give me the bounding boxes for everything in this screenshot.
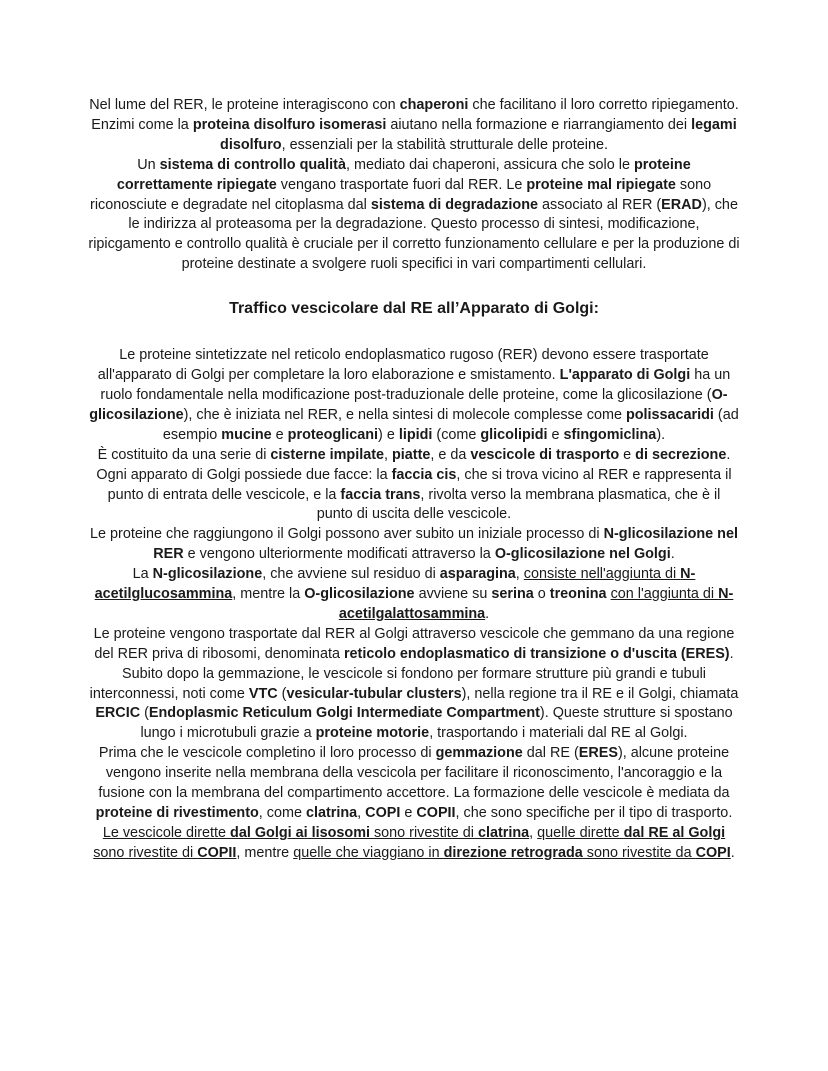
- text-run: (come: [432, 426, 481, 443]
- text-run: aiutano nella formazione e riarrangiamento dei: [386, 116, 692, 133]
- bold-term: COPI: [695, 844, 731, 861]
- bold-term: vesicular-tubular clusters: [286, 685, 462, 702]
- text-run: . Subito dopo la gemmazione, le vescicole si fondono per formare strutture più grandi e tubuli interconnessi, noti come: [89, 645, 734, 702]
- text-run: sono rivestite di: [369, 824, 478, 841]
- text-run: ), che è iniziata nel RER, e nella sintesi di molecole complesse come: [183, 406, 626, 423]
- paragraph-trasporto-golgi: [88, 346, 740, 446]
- bold-term: O-glicosilazione: [304, 586, 415, 603]
- paragraph-rivestimento: [88, 744, 740, 863]
- bold-term: serina: [491, 586, 534, 603]
- text-run: ), alcune proteine vengono inserite nella membrana della vescicola per facilitare il riconoscimento, l'ancoraggio e la fusione con la membrana del compartimento accettore. La formazione delle vescicole è mediata da: [98, 745, 730, 802]
- bold-term: ERCIC: [95, 705, 141, 722]
- bold-term: sfingomiclina: [563, 426, 657, 443]
- bold-term: mucine: [221, 426, 272, 443]
- bold-term: N-acetilglucosammina: [94, 566, 696, 603]
- text-run: , trasportando i materiali dal RE al Golgi.: [429, 725, 688, 742]
- bold-term: N-glicosilazione: [152, 566, 263, 583]
- bold-term: proteina disolfuro isomerasi: [192, 116, 387, 133]
- text-run: Nel lume del RER, le proteine interagiscono con: [89, 97, 400, 113]
- text-run: ,: [357, 805, 366, 821]
- text-run: e vengono ulteriormente modificati attraverso la: [183, 546, 495, 563]
- text-run: e: [271, 426, 288, 443]
- text-run: ,: [515, 566, 524, 583]
- bold-term: faccia cis: [391, 466, 457, 483]
- text-run: Le vescicole dirette: [102, 824, 231, 841]
- text-run: vengano trasportate fuori dal RER. Le: [276, 176, 527, 193]
- text-run: dal RE (: [522, 745, 579, 762]
- bold-term: piatte: [392, 446, 431, 463]
- bold-term: faccia trans: [340, 486, 421, 503]
- bold-term: glicolipidi: [480, 426, 548, 443]
- text-run: sono rivestite da: [582, 844, 696, 861]
- document-body: [88, 96, 740, 864]
- paragraph-facce-golgi: [88, 466, 740, 526]
- text-run: , che sono specifiche per il tipo di trasporto.: [455, 805, 733, 821]
- bold-term: COPI: [365, 805, 401, 821]
- bold-term: L'apparato di Golgi: [559, 367, 691, 384]
- text-run: , mediato dai chaperoni, assicura che solo le: [345, 156, 634, 173]
- text-run: ), nella regione tra il RE e il Golgi, chiamata: [461, 685, 739, 702]
- text-run: e: [400, 805, 417, 821]
- text-run: avviene su: [414, 586, 492, 603]
- text-run: quelle che viaggiano in: [293, 844, 444, 861]
- text-run: che facilitano il loro corretto ripiegamento. Enzimi come la: [91, 97, 739, 133]
- text-run: associato al RER (: [538, 196, 662, 213]
- paragraph-vescicole-eres: [88, 625, 740, 744]
- bold-term: polissacaridi: [625, 406, 714, 423]
- text-run: (: [277, 685, 287, 702]
- text-run: e: [547, 426, 564, 443]
- bold-term: COPII: [197, 844, 237, 861]
- bold-term: clatrina: [477, 824, 530, 841]
- text-run: ha un ruolo fondamentale nella modificazione post-traduzionale delle proteine, come la glicosilazione (: [100, 367, 731, 403]
- text-run: sono rivestite di: [93, 844, 198, 861]
- text-run: , come: [258, 805, 306, 821]
- bold-term: ERAD: [661, 196, 702, 213]
- text-run: .: [670, 546, 675, 563]
- bold-term: proteoglicani: [287, 426, 379, 443]
- text-run: Un: [137, 156, 160, 173]
- text-run: .: [485, 605, 490, 622]
- bold-term: asparagina: [439, 566, 516, 583]
- text-run: ,: [384, 446, 392, 463]
- text-run: , e da: [430, 446, 471, 463]
- bold-term: O-glicosilazione nel Golgi: [494, 546, 671, 563]
- text-run: (ad esempio: [162, 406, 739, 443]
- text-run: La: [132, 566, 153, 583]
- text-run: quelle dirette: [537, 824, 624, 841]
- text-run: È costituito da una serie di: [97, 446, 271, 463]
- bold-term: direzione retrograda: [443, 844, 583, 861]
- text-run: o: [533, 586, 550, 603]
- bold-term: O-glicosilazione: [89, 386, 728, 423]
- bold-term: proteine di rivestimento: [95, 805, 259, 821]
- text-run: , essenziali per la stabilità strutturale delle proteine.: [281, 136, 608, 153]
- text-run: , mentre la: [232, 586, 305, 603]
- paragraph-chaperoni: [88, 96, 740, 156]
- text-run: ).: [656, 426, 666, 443]
- bold-term: clatrina: [305, 805, 358, 821]
- text-run: con l'aggiunta di: [610, 586, 719, 603]
- bold-term: lipidi: [398, 426, 433, 443]
- text-run: , che avviene sul residuo di: [262, 566, 440, 583]
- bold-term: proteine correttamente ripiegate: [116, 156, 691, 193]
- paragraph-n-o-glicosilazione: [88, 565, 740, 625]
- text-run: ). Queste strutture si spostano lungo i microtubuli grazie a: [140, 705, 733, 742]
- section-heading: Traffico vescicolare dal RE all’Apparato di Golgi:: [229, 300, 599, 318]
- bold-term: di secrezione: [635, 446, 727, 463]
- text-run: (: [140, 705, 149, 722]
- text-run: , rivolta verso la membrana plasmatica, che è il punto di uscita delle vescicole.: [316, 486, 721, 523]
- paragraph-glicosilazione: [88, 525, 740, 565]
- bold-term: reticolo endoplasmatico di transizione o d'uscita (ERES): [343, 645, 730, 662]
- bold-term: dal RE al Golgi: [623, 824, 726, 841]
- text-run: , mentre: [236, 844, 294, 861]
- text-run: consiste nell'aggiunta di: [523, 566, 681, 583]
- bold-term: legami disolfuro: [220, 116, 737, 153]
- text-run: .: [726, 446, 731, 463]
- bold-term: sistema di degradazione: [370, 196, 538, 213]
- text-run: Le proteine sintetizzate nel reticolo endoplasmatico rugoso (RER) devono essere trasportate all'apparato di Golgi per completare la loro elaborazione e smistamento.: [97, 347, 709, 384]
- paragraph-struttura-golgi: [88, 446, 740, 466]
- bold-term: treonina: [549, 586, 607, 603]
- bold-term: cisterne impilate: [270, 446, 384, 463]
- bold-term: VTC: [248, 685, 278, 702]
- bold-term: Endoplasmic Reticulum Golgi Intermediate Compartment: [148, 705, 540, 722]
- bold-term: COPII: [416, 805, 456, 821]
- text-run: Ogni apparato di Golgi possiede due facce: la: [96, 466, 392, 483]
- bold-term: proteine mal ripiegate: [526, 176, 676, 193]
- text-run: e: [619, 446, 636, 463]
- text-run: ,: [529, 824, 538, 841]
- text-run: Le proteine che raggiungono il Golgi possono aver subito un iniziale processo di: [90, 526, 604, 543]
- bold-term: sistema di controllo qualità: [159, 156, 346, 173]
- bold-term: dal Golgi ai lisosomi: [230, 824, 370, 841]
- text-run: ) e: [378, 426, 399, 443]
- bold-term: vescicole di trasporto: [470, 446, 620, 463]
- bold-term: chaperoni: [399, 97, 469, 113]
- text-run: Prima che le vescicole completino il loro processo di: [98, 745, 436, 762]
- text-run: , che si trova vicino al RER e rappresenta il punto di entrata delle vescicole, e la: [107, 466, 732, 503]
- text-run: .: [730, 844, 735, 861]
- text-run: Le proteine vengono trasportate dal RER al Golgi attraverso vescicole che gemmano da una regione del RER priva di ribosomi, denominata: [93, 625, 735, 662]
- bold-term: N-glicosilazione nel RER: [153, 526, 738, 563]
- text-run: sono riconosciute e degradate nel citoplasma dal: [90, 176, 712, 213]
- bold-term: gemmazione: [435, 745, 523, 762]
- paragraph-controllo-qualita: [88, 156, 740, 275]
- bold-term: ERES: [578, 745, 618, 762]
- bold-term: proteine motorie: [315, 725, 430, 742]
- bold-term: N-acetilgalattosammina: [338, 586, 734, 622]
- text-run: ), che le indirizza al proteasoma per la degradazione. Questo processo di sintesi, modificazione, ripicgamento e controllo qualità è cruciale per il corretto funzionamento cellulare e per la produzione di proteine destinate a svolgere ruoli specifici in vari compartimenti cellulari.: [88, 196, 740, 273]
